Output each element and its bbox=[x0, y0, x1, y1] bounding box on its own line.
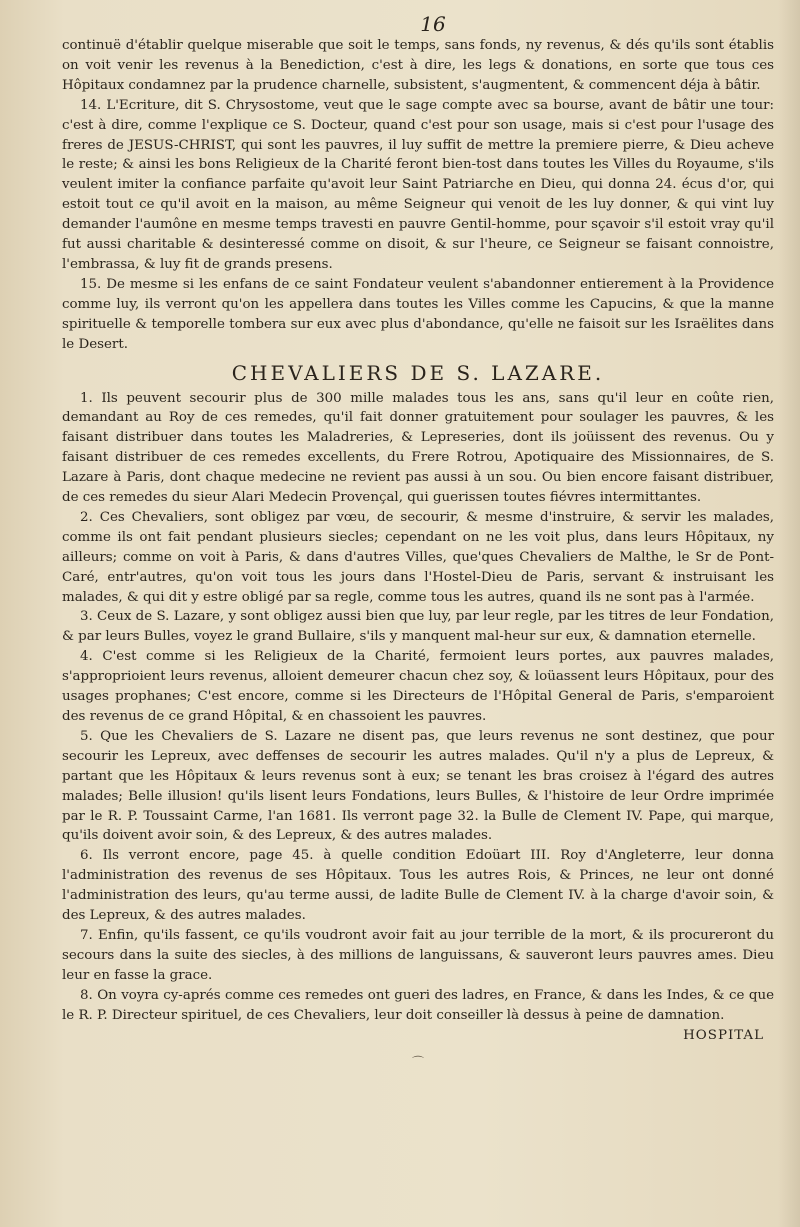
item-1: 1. Ils peuvent secourir plus de 300 mille malades tous les ans, sans qu'il leur en coûte rien, demandant au Roy de ces remedes, qu'il fait donner gratuitement pour soulager les pauvres, & les faisant distribuer dans toutes les Maladreries, & Lepreseries, dont ils joüissent des revenus. Ou y faisant distribuer de ces remedes excellents, du Frere Rotrou, Apotiquaire des Missionnaires, de S. Lazare à Paris, dont chaque medecine ne revient pas aussi à un sou. Ou bien encore faisant distribuer, de ces remedes du sieur Alari Medecin Provençal, qui guerissen toutes fiévres intermittantes. bbox=[62, 390, 774, 506]
catchword: HOSPITAL bbox=[683, 1027, 764, 1043]
item-8: 8. On voyra cy-aprés comme ces remedes ont gueri des ladres, en France, & dans les Indes, & ce que le R. P. Directeur spirituel, de ces Chevaliers, leur doit conseiller là dessus à peine de damnation. bbox=[62, 987, 774, 1023]
item-2: 2. Ces Chevaliers, sont obligez par vœu, de secourir, & mesme d'instruire, & servir les malades, comme ils ont fait pendant plusieurs siecles; cependant on ne les voit plus, dans leurs Hôpitaux, ny ailleurs; comme on voit à Paris, & dans d'autres Villes, que'ques Chevaliers de Malthe, le Sr de Pont-Caré, entr'autres, qu'on voit tous les jours dans l'Hostel-Dieu de Paris, servant & instruisant les malades, & qui dit y estre obligé par sa regle, comme tous les autres, quand ils ne sont pas à l'armée. bbox=[62, 509, 774, 605]
ornament-mark: ⌒ bbox=[411, 1055, 424, 1070]
paragraph-15: 15. De mesme si les enfans de ce saint Fondateur veulent s'abandonner entierement à la Providence comme luy, ils verront qu'on les appellera dans toutes les Villes comme les Capucins, & que la manne spirituelle & temporelle tombera sur eux avec plus d'abondance, qu'elle ne faisoit sur les Israëlites dans le Desert. bbox=[62, 276, 774, 352]
page-number: 16 bbox=[420, 12, 446, 36]
paragraph-continuation: continuë d'établir quelque miserable que soit le temps, sans fonds, ny revenus, & dés qu'ils sont établis on voit venir les revenus à la Benediction, c'est à dire, les legs & donations, en sorte que tous ces Hôpitaux condamnez par la prudence charnelle, subsistent, s'augmentent, & commencent déja à bâtir. bbox=[62, 38, 774, 93]
item-4: 4. C'est comme si les Religieux de la Charité, fermoient leurs portes, aux pauvres malades, s'approprioient leurs revenus, alloient demeurer chacun chez soy, & loüassent leurs Hôpitaux, pour des usages prophanes; C'est encore, comme si les Directeurs de l'Hôpital General de Paris, s'emparoient des revenus de ce grand Hôpital, & en chassoient les pauvres. bbox=[62, 649, 774, 724]
item-5: 5. Que les Chevaliers de S. Lazare ne disent pas, que leurs revenus ne sont destinez, que pour secourir les Lepreux, avec deffenses de secourir les autres malades. Qu'il n'y a plus de Lepreux, & partant que les Hôpitaux & leurs revenus sont à eux; se tenant les bras croisez à l'égard des autres malades; Belle illusion! qu'ils lisent leurs Fondations, leurs Bulles, & l'histoire de leur Ordre imprimée par le R. P. Toussaint Carme, l'an 1681. Ils verront page 32. la Bulle de Clement IV. Pape, qui marque, qu'ils doivent avoir soin, & des Lepreux, & des autres malades. bbox=[62, 728, 774, 844]
section-title: CHEVALIERS DE S. LAZARE. bbox=[231, 360, 605, 385]
item-7: 7. Enfin, qu'ils fassent, ce qu'ils voudront avoir fait au jour terrible de la mort, & ils procureront du secours dans la suite des siecles, à des millions de languissans, & sauveront leurs pauvres ames. Dieu leur en fasse la grace. bbox=[62, 927, 774, 983]
paragraph-14: 14. L'Ecriture, dit S. Chrysostome, veut que le sage compte avec sa bourse, avant de bâtir une tour: c'est à dire, comme l'explique ce S. Docteur, quand c'est pour son usage, mais si c'est pour l'usage des freres de JESUS-CHRIST, qui sont les pauvres, il luy suffit de mettre la premiere pierre, & Dieu achevе le reste; & ainsi les bons Religieux de la Charité feront bien-tost dans toutes les Villes du Royaume, s'ils veulent imiter la confiance parfaite qu'avoit leur Saint Patriarche en Dieu, qui donna 24. écus d'or, qui estoit tout ce qu'il avoit en la maison, au même Seigneur qui venoit de les luy donner, & qui vint luy demander l'aumône en mesme temps travesti en pauvre Gentil-homme, pour sçavoir s'il estoit vray qu'il fut aussi charitable & desinteressé comme on disoit, & sur l'heure, ce Seigneur se faisant connoistre, l'embrassa, & luy fit de grands presens. bbox=[62, 97, 774, 272]
item-3: 3. Ceux de S. Lazare, y sont obligez aussi bien que luy, par leur regle, par les titres de leur Fondation, & par leurs Bulles, voyez le grand Bullaire, s'ils y manquent mal-heur sur eux, & damnation eternelle. bbox=[62, 609, 774, 645]
page-edge-shadow bbox=[778, 0, 800, 1227]
footer-row bbox=[62, 1026, 774, 1046]
item-6: 6. Ils verront encore, page 45. à quelle condition Edoüart III. Roy d'Angleterre, leur donna l'administration des revenus de ses Hôpitaux. Tous les autres Rois, & Princes, ne leur ont donné l'administration des leurs, qu'au terme aussi, de ladite Bulle de Clement IV. à la charge d'avoir soin, & des Lepreux, & des autres malades. bbox=[62, 848, 774, 924]
page-content bbox=[62, 12, 774, 1070]
